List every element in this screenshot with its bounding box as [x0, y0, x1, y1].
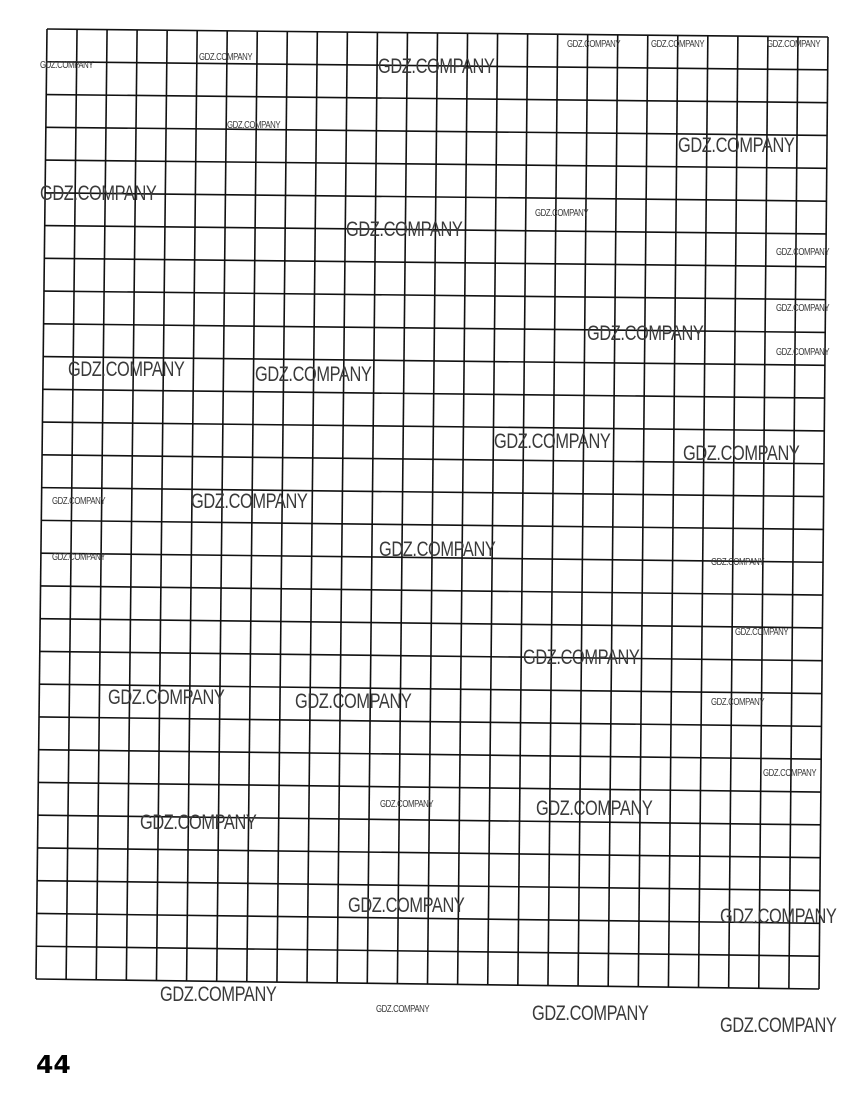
watermark-text: GDZ.COMPANY	[767, 39, 821, 50]
watermark-text: GDZ.COMPANY	[776, 347, 830, 358]
watermark-text: GDZ.COMPANY	[776, 247, 830, 258]
grid-vertical-line	[428, 33, 438, 984]
grid-vertical-line	[518, 34, 528, 985]
watermark-text: GDZ.COMPANY	[68, 358, 185, 381]
grid-vertical-line	[819, 37, 828, 989]
watermark-text: GDZ.COMPANY	[536, 797, 653, 820]
watermark-text: GDZ.COMPANY	[651, 39, 705, 50]
watermark-text: GDZ.COMPANY	[378, 55, 495, 78]
grid-vertical-line	[488, 34, 498, 985]
grid-vertical-line	[548, 34, 558, 985]
watermark-text: GDZ.COMPANY	[567, 39, 621, 50]
watermark-text: GDZ.COMPANY	[735, 627, 789, 638]
grid-vertical-line	[307, 32, 317, 983]
grid-vertical-line	[126, 30, 137, 980]
watermark-text: GDZ.COMPANY	[380, 799, 434, 810]
watermark-text: GDZ.COMPANY	[494, 430, 611, 453]
watermark-text: GDZ.COMPANY	[379, 538, 496, 561]
watermark-text: GDZ.COMPANY	[763, 768, 817, 779]
grid-vertical-line	[397, 33, 407, 984]
watermark-text: GDZ.COMPANY	[295, 690, 412, 713]
watermark-text: GDZ.COMPANY	[711, 557, 765, 568]
watermark-text: GDZ.COMPANY	[532, 1002, 649, 1025]
watermark-text: GDZ.COMPANY	[160, 983, 277, 1006]
grid-vertical-line	[699, 36, 708, 988]
watermark-text: GDZ.COMPANY	[348, 894, 465, 917]
watermark-text: GDZ.COMPANY	[40, 60, 94, 71]
watermark-text: GDZ.COMPANY	[376, 1004, 430, 1015]
watermark-text: GDZ.COMPANY	[776, 303, 830, 314]
watermark-text: GDZ.COMPANY	[683, 442, 800, 465]
grid-vertical-line	[337, 32, 347, 983]
grid-vertical-line	[156, 30, 167, 980]
grid-vertical-line	[789, 37, 798, 989]
grid-vertical-line	[608, 35, 618, 986]
grid-vertical-line	[367, 32, 377, 983]
watermark-text: GDZ.COMPANY	[523, 646, 640, 669]
watermark-text: GDZ.COMPANY	[108, 686, 225, 709]
watermark-text: GDZ.COMPANY	[255, 363, 372, 386]
grid-vertical-line	[36, 29, 47, 979]
watermark-text: GDZ.COMPANY	[227, 120, 281, 131]
watermark-text: GDZ.COMPANY	[191, 490, 308, 513]
grid-vertical-line	[638, 35, 647, 987]
watermark-text: GDZ.COMPANY	[720, 905, 837, 928]
watermark-text: GDZ.COMPANY	[199, 52, 253, 63]
watermark-text: GDZ.COMPANY	[52, 496, 106, 507]
watermark-text: GDZ.COMPANY	[720, 1014, 837, 1037]
watermark-text: GDZ.COMPANY	[346, 218, 463, 241]
grid-vertical-line	[578, 35, 588, 986]
watermark-text: GDZ.COMPANY	[587, 322, 704, 345]
grid-vertical-line	[729, 36, 738, 988]
watermark-text: GDZ.COMPANY	[711, 697, 765, 708]
watermark-text: GDZ.COMPANY	[52, 552, 106, 563]
watermark-text: GDZ.COMPANY	[535, 208, 589, 219]
grid-vertical-line	[668, 35, 677, 987]
watermark-text: GDZ.COMPANY	[678, 134, 795, 157]
grid-vertical-line	[458, 33, 468, 984]
grid-vertical-line	[759, 36, 768, 988]
watermark-text: GDZ.COMPANY	[40, 182, 157, 205]
page-number: 44	[36, 1050, 71, 1079]
watermark-text: GDZ.COMPANY	[140, 811, 257, 834]
